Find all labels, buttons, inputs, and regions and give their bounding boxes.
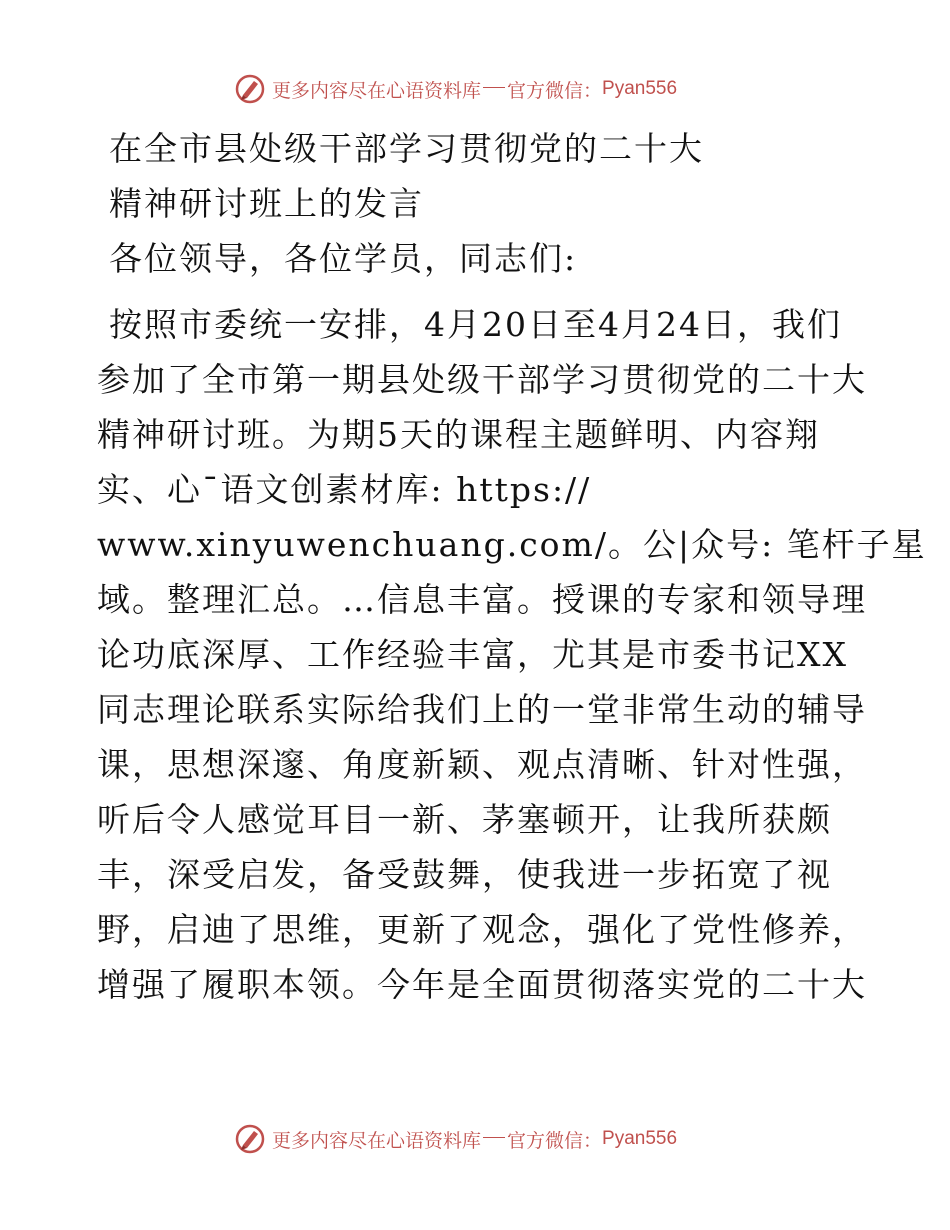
paragraph-line: 实、心¯语文创素材库: https:// [97, 470, 592, 509]
watermark-handle: Pyan556 [602, 78, 678, 99]
footer-watermark [234, 1122, 714, 1156]
watermark-separator [483, 87, 505, 88]
paragraph-line: 同志理论联系实际给我们上的一堂非常生动的辅导 [97, 690, 867, 729]
watermark-wechat-label: 官方微信： [507, 1129, 603, 1152]
watermark-text: 更多内容尽在心语资料库 [272, 1129, 482, 1152]
paragraph-line: 精神研讨班。为期5天的课程主题鲜明、内容翔 [97, 415, 820, 454]
paragraph-line: 课，思想深邃、角度新颖、观点清晰、针对性强， [97, 745, 867, 784]
paragraph-line: www.xinyuwenchuang.com/。公|众号: 笔杆子星 [97, 525, 927, 564]
paragraph-line: 野，启迪了思维，更新了观念，强化了党性修养， [97, 910, 867, 949]
document-title-line-1: 在全市县处级干部学习贯彻党的二十大 [109, 129, 704, 168]
document-title-line-2: 精神研讨班上的发言 [109, 184, 424, 223]
paragraph-line: 丰，深受启发，备受鼓舞，使我进一步拓宽了视 [97, 855, 832, 894]
watermark-wechat-label: 官方微信： [507, 79, 603, 102]
pen-logo-icon [234, 73, 266, 105]
pen-logo-icon [234, 1123, 266, 1155]
watermark-handle: Pyan556 [602, 1128, 678, 1149]
salutation: 各位领导，各位学员，同志们: [109, 239, 578, 278]
paragraph-line: 域。整理汇总。…信息丰富。授课的专家和领导理 [97, 580, 867, 619]
paragraph-line: 听后令人感觉耳目一新、茅塞顿开，让我所获颇 [97, 800, 832, 839]
paragraph-line: 增强了履职本领。今年是全面贯彻落实党的二十大 [97, 965, 867, 1004]
document-body [97, 120, 927, 1012]
watermark-text: 更多内容尽在心语资料库 [272, 79, 482, 102]
paragraph-line: 参加了全市第一期县处级干部学习贯彻党的二十大 [97, 360, 867, 399]
paragraph-line: 按照市委统一安排，4月20日至4月24日，我们 [109, 305, 842, 344]
watermark-separator [483, 1137, 505, 1138]
paragraph-line: 论功底深厚、工作经验丰富，尤其是市委书记XX [97, 635, 848, 674]
header-watermark [234, 72, 714, 106]
